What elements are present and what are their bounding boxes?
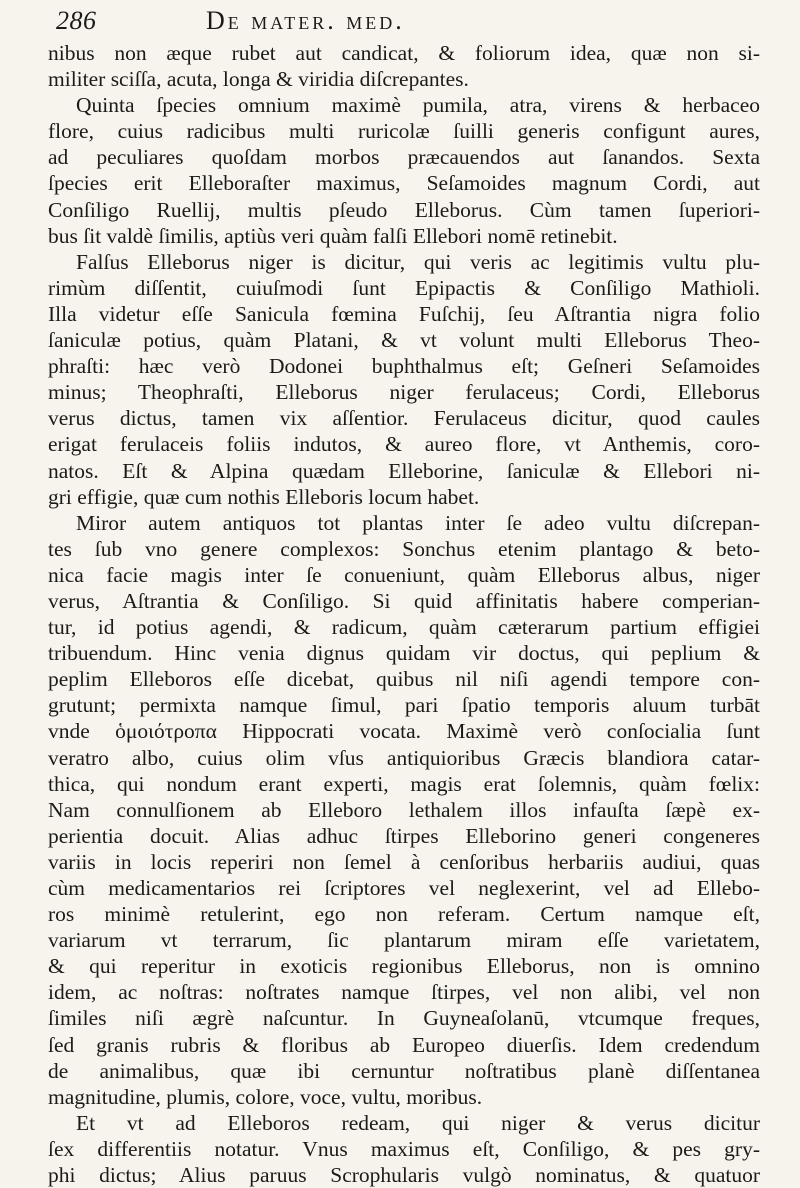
text-line: magnitudine, plumis, colore, voce, vultu, moribus. (48, 1084, 483, 1109)
text-line: tes ſub vno genere complexos: Sonchus etenim plantago & beto- (48, 536, 760, 561)
text-line: Miror autem antiquos tot plantas inter ſe adeo vultu diſcrepan- (76, 510, 760, 535)
text-line: verus dictus, tamen vix aſſentior. Ferulaceus dicitur, quod caules (48, 406, 760, 431)
text-line: flore, cuius radicibus multi ruricolæ ſuilli generis configunt aures, (48, 119, 760, 144)
text-line: phi dictus; Alius paruus Scrophularis vulgò nominatus, & quatuor (48, 1163, 760, 1188)
text-line: verus, Aſtrantia & Conſiligo. Si quid affinitatis habere comperian- (48, 588, 760, 613)
text-line: ad peculiares quoſdam morbos præcauendos aut ſanandos. Sexta (48, 145, 760, 170)
text-line: nibus non æque rubet aut candicat, & foliorum idea, quæ non si- (48, 41, 760, 65)
text-line: Falſus Elleborus niger is dicitur, qui veris ac legitimis vultu plu- (76, 249, 760, 274)
text-line: natos. Eſt & Alpina quædam Elleborine, ſaniculæ & Ellebori ni- (48, 458, 760, 483)
text-line: & qui reperitur in exoticis regionibus Elleborus, non is omnino (48, 954, 760, 979)
running-title: De mater. med. (206, 6, 405, 35)
text-line: variarum vt terrarum, ſic plantarum miram eſſe varietatem, (48, 928, 760, 953)
body-text (48, 40, 760, 1188)
text-line: idem, ac noſtras: noſtrates namque ſtirpes, vel non alibi, vel non (48, 980, 760, 1005)
text-line: tribuendum. Hinc venia dignus quidam vir doctus, qui peplium & (48, 641, 760, 666)
text-line: variis in locis reperiri non ſemel à cenſoribus herbariis audiui, quas (48, 849, 760, 874)
text-line: de animalibus, quæ ibi cernuntur noſtratibus planè diſſentanea (48, 1058, 760, 1083)
text-line: ſpecies erit Elleboraſter maximus, Seſamoides magnum Cordi, aut (48, 171, 760, 196)
text-line: bus ſit valdè ſimilis, aptiùs veri quàm falſi Ellebori nomē retinebit. (48, 223, 618, 248)
text-line: erigat ferulaceis foliis indutos, & aureo flore, vt Anthemis, coro- (48, 432, 760, 457)
text-line: minus; Theophraſti, Elleborus niger ferulaceus; Cordi, Elleborus (48, 380, 760, 405)
text-line: gri effigie, quæ cum nothis Elleboris locum habet. (48, 484, 480, 509)
text-line: ſex differentiis notatur. Vnus maximus eſt, Conſiligo, & pes gry- (48, 1136, 760, 1161)
text-line: ros minimè retulerint, ego non referam. Certum namque eſt, (48, 902, 760, 927)
text-line: ſimiles niſi ægrè naſcuntur. In Guyneaſolanū, vtcumque freques, (48, 1006, 760, 1031)
text-line: cùm medicamentarios rei ſcriptores vel neglexerint, vel ad Ellebo- (48, 876, 760, 900)
page-number: 286 (56, 6, 97, 35)
text-line: Illa videtur eſſe Sanicula fœmina Fuſchij, ſeu Aſtrantia nigra folio (48, 301, 760, 326)
text-line: ſaniculæ potius, quàm Platani, & vt volunt multi Elleborus Theo- (48, 328, 760, 353)
text-line: Nam connulſionem ab Elleboro lethalem illos infauſta ſæpè ex- (48, 797, 760, 822)
text-line: veratro albo, cuius olim vſus antiquioribus Græcis blandiora catar- (48, 745, 760, 770)
text-line: peplim Elleboros eſſe dicebat, quibus nil niſi agendi tempore con- (48, 667, 760, 692)
text-line: rimùm diſſentit, cuiuſmodi ſunt Epipactis & Conſiligo Mathioli. (48, 275, 760, 300)
text-line: grutunt; permixta namque ſimul, pari ſpatio temporis aluum turbāt (48, 693, 760, 718)
text-line: nica facie magis inter ſe conueniunt, quàm Elleborus albus, niger (48, 562, 760, 587)
text-line: Quinta ſpecies omnium maximè pumila, atra, virens & herbaceo (76, 93, 760, 118)
text-line: Conſiligo Ruellij, multis pſeudo Elleborus. Cùm tamen ſuperiori- (48, 197, 760, 222)
text-line: thica, qui nondum erant experti, magis erat ſolemnis, quàm fœlix: (48, 771, 760, 796)
running-head (56, 6, 756, 40)
text-line: phraſti: hæc verò Dodonei buphthalmus eſt; Geſneri Seſamoides (48, 354, 760, 379)
text-line: vnde ὁμοιότροπα Hippocrati vocata. Maximè verò conſocialia ſunt (48, 719, 760, 744)
text-line: Et vt ad Elleboros redeam, qui niger & verus dicitur (76, 1110, 760, 1135)
text-line: ſed granis rubris & floribus ab Europeo diuerſis. Idem credendum (48, 1032, 760, 1057)
text-line: tur, id potius agendi, & radicum, quàm cæterarum partium effigiei (48, 615, 760, 640)
text-line: perientia docuit. Alias adhuc ſtirpes Elleborino generi congeneres (48, 823, 760, 848)
text-line: militer sciſſa, acuta, longa & viridia diſcrepantes. (48, 67, 469, 92)
